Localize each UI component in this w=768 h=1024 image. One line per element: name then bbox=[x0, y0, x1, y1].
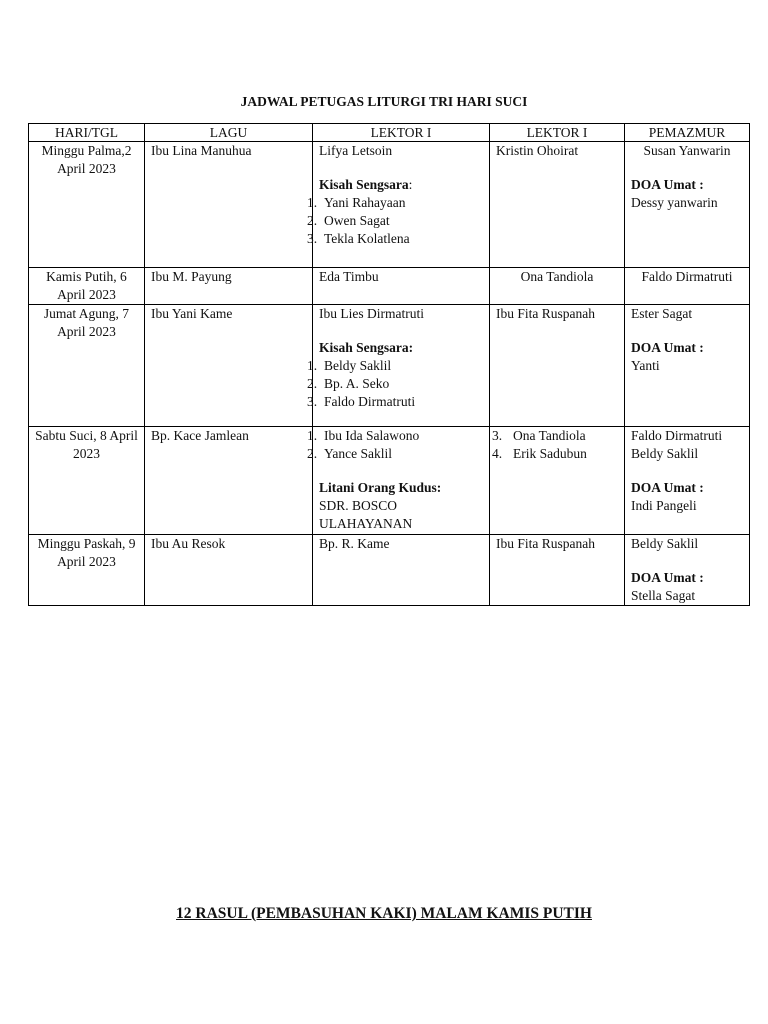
header-pemazmur: PEMAZMUR bbox=[625, 124, 750, 142]
lektor1-cell bbox=[307, 427, 490, 535]
day-cell: Sabtu Suci, 8 April 2023 bbox=[29, 427, 145, 535]
lektor1-cell bbox=[307, 305, 490, 427]
header-lektor-2: LEKTOR I bbox=[490, 124, 625, 142]
list-item: 4. Erik Sadubun bbox=[492, 446, 587, 461]
pemazmur-name: Ester Sagat bbox=[631, 306, 693, 321]
doa-label: DOA Umat : bbox=[631, 480, 704, 495]
litani-name: SDR. BOSCO ULAHAYANAN bbox=[319, 498, 413, 531]
pemazmur-name-2: Beldy Saklil bbox=[631, 446, 699, 461]
day-cell: Minggu Paskah, 9 April 2023 bbox=[29, 535, 145, 606]
lektor1-name: Ibu Lies Dirmatruti bbox=[319, 306, 424, 321]
table-row bbox=[29, 268, 750, 305]
lektor1-cell: Bp. R. Kame bbox=[313, 535, 490, 606]
litani-label: Litani Orang Kudus: bbox=[319, 480, 442, 495]
day-cell: Kamis Putih, 6 April 2023 bbox=[29, 268, 145, 305]
day-cell: Minggu Palma,2 April 2023 bbox=[29, 142, 145, 268]
lektor1-name: Lifya Letsoin bbox=[319, 143, 393, 158]
lektor2-cell: Ibu Fita Ruspanah bbox=[490, 535, 625, 606]
pemazmur-cell bbox=[625, 142, 750, 268]
lektor1-list bbox=[307, 427, 483, 463]
header-lagu: LAGU bbox=[145, 124, 313, 142]
list-item: 2. Owen Sagat bbox=[307, 213, 390, 228]
lektor2-cell bbox=[490, 427, 625, 535]
list-item: 3. Faldo Dirmatruti bbox=[307, 394, 416, 409]
list-item: 1. Beldy Saklil bbox=[307, 358, 392, 373]
table-row bbox=[29, 305, 750, 427]
list-item: 2. Yance Saklil bbox=[307, 446, 393, 461]
lektor2-list bbox=[492, 427, 618, 463]
lektor2-cell: Ona Tandiola bbox=[490, 268, 625, 305]
pemazmur-cell bbox=[625, 427, 750, 535]
lektor2-cell: Ibu Fita Ruspanah bbox=[490, 305, 625, 427]
section-title: 12 RASUL (PEMBASUHAN KAKI) MALAM KAMIS PUTIH bbox=[176, 905, 592, 922]
kisah-label: Kisah Sengsara: bbox=[319, 340, 414, 355]
list-item: 1. Yani Rahayaan bbox=[307, 195, 406, 210]
pemazmur-cell bbox=[625, 305, 750, 427]
lagu-cell: Ibu Yani Kame bbox=[145, 305, 313, 427]
list-item: 3. Ona Tandiola bbox=[492, 428, 586, 443]
table-row bbox=[29, 535, 750, 606]
doa-name: Indi Pangeli bbox=[631, 498, 697, 513]
kisah-list bbox=[307, 194, 483, 248]
header-lektor-1: LEKTOR I bbox=[313, 124, 490, 142]
header-hari-tgl: HARI/TGL bbox=[29, 124, 145, 142]
lektor2-cell: Kristin Ohoirat bbox=[490, 142, 625, 268]
kisah-list bbox=[307, 357, 483, 411]
doa-name: Yanti bbox=[631, 358, 660, 373]
lagu-cell: Bp. Kace Jamlean bbox=[145, 427, 313, 535]
list-item: 2. Bp. A. Seko bbox=[307, 376, 390, 391]
lektor1-cell: Eda Timbu bbox=[313, 268, 490, 305]
table-row bbox=[29, 427, 750, 535]
document-title: JADWAL PETUGAS LITURGI TRI HARI SUCI bbox=[240, 94, 528, 109]
list-item: 1. Ibu Ida Salawono bbox=[307, 428, 420, 443]
table-header-row bbox=[29, 124, 750, 142]
day-cell: Jumat Agung, 7 April 2023 bbox=[29, 305, 145, 427]
pemazmur-cell bbox=[625, 535, 750, 606]
lagu-cell: Ibu M. Payung bbox=[145, 268, 313, 305]
kisah-label: Kisah Sengsara: bbox=[319, 177, 413, 192]
doa-name: Dessy yanwarin bbox=[631, 195, 718, 210]
lagu-cell: Ibu Lina Manuhua bbox=[145, 142, 313, 268]
pemazmur-name: Susan Yanwarin bbox=[643, 143, 731, 158]
pemazmur-cell: Faldo Dirmatruti bbox=[625, 268, 750, 305]
pemazmur-name: Faldo Dirmatruti bbox=[631, 428, 723, 443]
doa-label: DOA Umat : bbox=[631, 177, 704, 192]
table-row bbox=[29, 142, 750, 268]
schedule-table bbox=[28, 123, 750, 606]
doa-label: DOA Umat : bbox=[631, 570, 704, 585]
lagu-cell: Ibu Au Resok bbox=[145, 535, 313, 606]
doa-name: Stella Sagat bbox=[631, 588, 696, 603]
lektor1-cell bbox=[307, 142, 490, 268]
pemazmur-name: Beldy Saklil bbox=[631, 536, 699, 551]
list-item: 3. Tekla Kolatlena bbox=[307, 231, 410, 246]
doa-label: DOA Umat : bbox=[631, 340, 704, 355]
